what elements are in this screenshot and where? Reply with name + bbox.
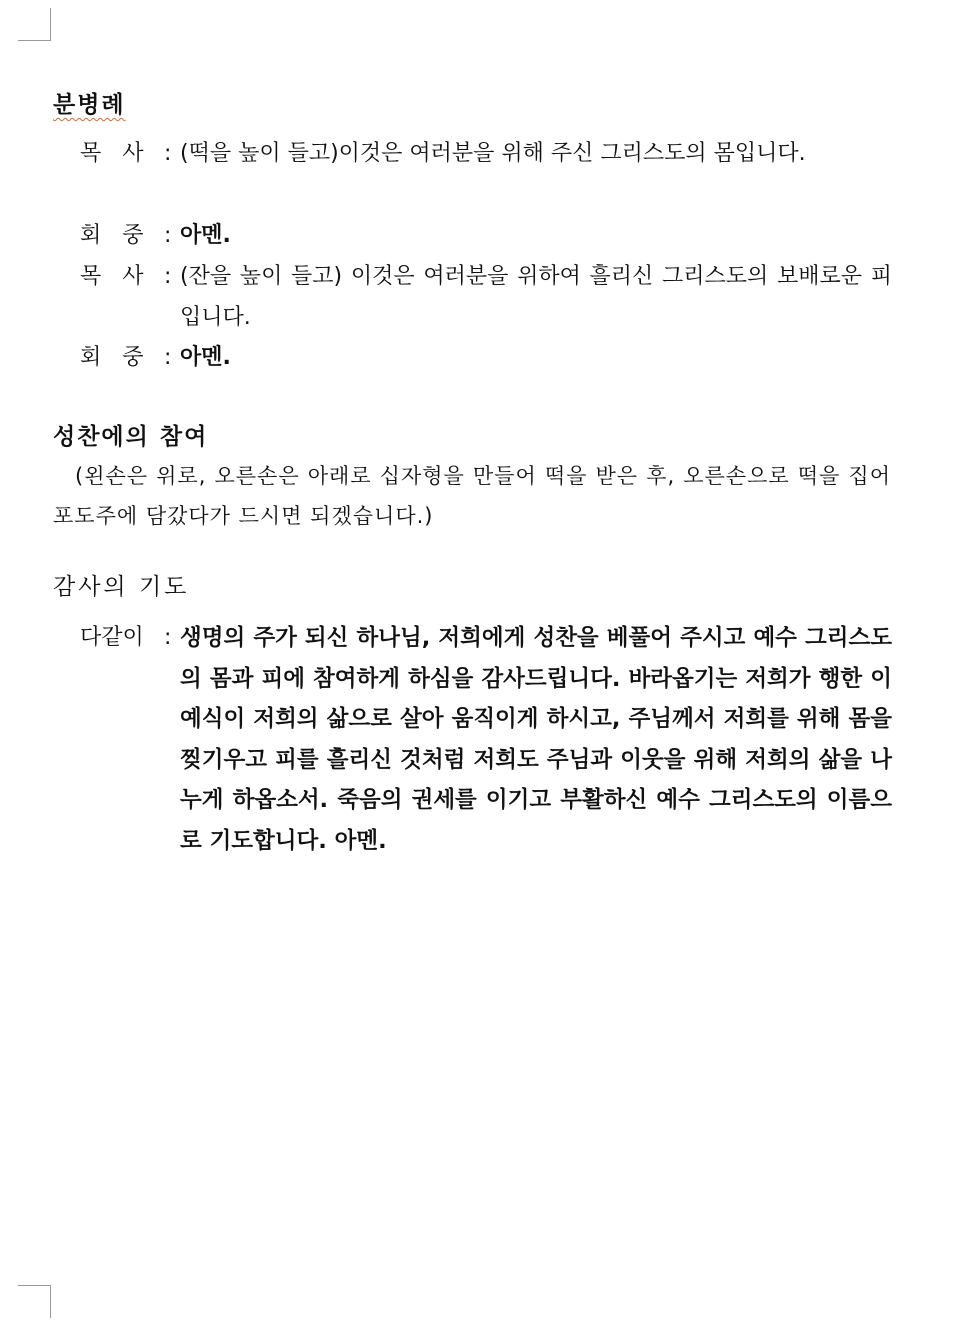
colon-separator: : bbox=[164, 223, 172, 248]
liturgy-text: (떡을 높이 들고)이것은 여러분을 위해 주신 그리스도의 몸입니다. bbox=[180, 141, 806, 166]
liturgy-text: 아멘. bbox=[180, 345, 231, 370]
section-title-participation: 성찬에의 참여 bbox=[53, 424, 209, 450]
rubric-text: (왼손은 위로, 오른손은 아래로 십자형을 만들어 떡을 받은 후, 오른손으로 떡을 집어 포도주에 담갔다가 드시면 되겠습니다.) bbox=[53, 464, 891, 528]
liturgy-line-pastor-cup bbox=[80, 257, 892, 339]
liturgy-text: 아멘. bbox=[180, 223, 231, 248]
participation-rubric bbox=[53, 456, 891, 536]
prayer-text: 생명의 주가 되신 하나님, 저희에게 성찬을 베풀어 주시고 예수 그리스도의 몸과 피에 참여하게 하심을 감사드립니다. 바라옵기는 저희가 행한 이 예식이 저희의 삶으로 살아 움직이게 하시고, 주님께서 저희를 위해 몸을 찢기우고 피를 흘리신 것처럼 저희도 주님과 이웃을 위해 저희의 삶을 나누게 하옵소서. 죽음의 권세를 이기고 부활하신 예수 그리스도의 이름으로 기도합니다. 아멘. bbox=[180, 625, 892, 854]
liturgy-line-congregation-amen-2 bbox=[80, 338, 892, 379]
liturgy-text: (잔을 높이 들고) 이것은 여러분을 위하여 흘리신 그리스도의 보배로운 피입니다. bbox=[180, 264, 892, 330]
page-corner-mark-bottom bbox=[18, 1285, 51, 1318]
colon-separator: : bbox=[164, 625, 172, 650]
speaker-label: 회 중 bbox=[80, 345, 144, 370]
speaker-label: 목 사 bbox=[80, 264, 144, 289]
liturgy-line-congregation-amen-1 bbox=[80, 216, 892, 257]
speaker-label: 다같이 bbox=[80, 625, 144, 650]
section-title-thanksgiving: 감사의 기도 bbox=[53, 574, 190, 600]
thanksgiving-prayer bbox=[80, 618, 892, 908]
colon-separator: : bbox=[164, 141, 172, 166]
liturgy-line-pastor-bread bbox=[80, 134, 892, 216]
page-corner-mark-top bbox=[18, 8, 51, 41]
speaker-label: 목 사 bbox=[80, 141, 144, 166]
section-title-distribution: 분병례 bbox=[53, 92, 126, 118]
colon-separator: : bbox=[164, 345, 172, 370]
speaker-label: 회 중 bbox=[80, 223, 144, 248]
colon-separator: : bbox=[164, 264, 172, 289]
